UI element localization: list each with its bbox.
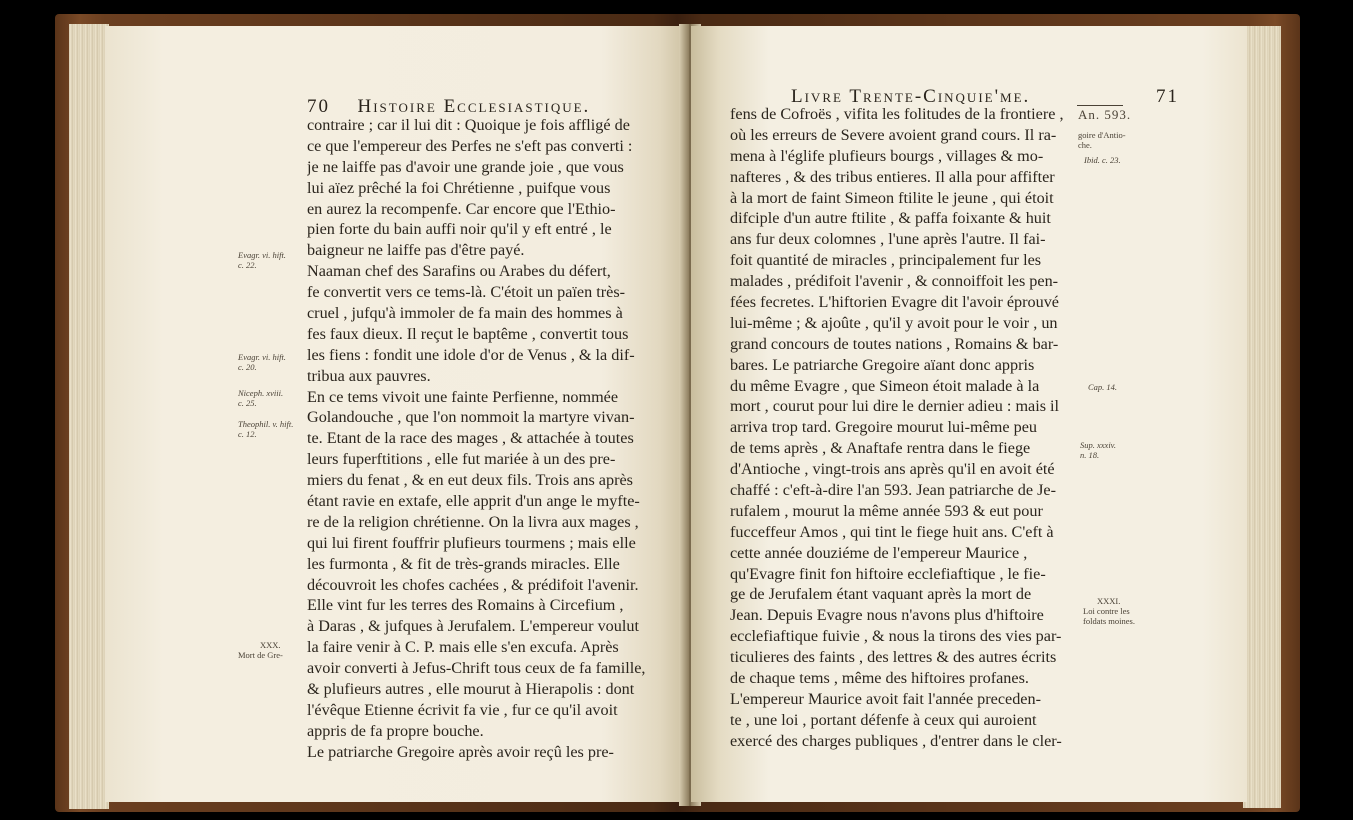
margin-note-line: Ibid. c. 23. xyxy=(1084,155,1121,165)
right-body-line: fées fecretes. L'hiftorien Evagre dit l'avoir éprouvé xyxy=(730,293,1059,312)
left-body-line: fe convertit vers ce tems-là. C'étoit un païen très- xyxy=(307,283,626,302)
right-body-line: fucceffeur Amos , qui tint le fiege huit ans. C'eft à xyxy=(730,522,1054,541)
margin-note-line: Mort de Gre- xyxy=(238,650,283,660)
left-body-line: Golandouche , que l'on nommoit la martyre vivan- xyxy=(307,408,635,427)
margin-note-line: Sup. xxxiv. xyxy=(1080,440,1116,450)
year-note: An. 593. xyxy=(1078,107,1132,122)
right-body-line: ecclefiaftique fuivie , & nous la tirons des vies par- xyxy=(730,627,1062,646)
left-body-line: la faire venir à C. P. mais elle s'en excufa. Après xyxy=(307,638,619,657)
margin-note-line: n. 18. xyxy=(1080,450,1100,460)
left-body-line: cruel , jufqu'à immoler de fa main des hommes à xyxy=(307,304,623,323)
margin-note-line: foldats moines. xyxy=(1083,616,1135,626)
right-body-line: mena à l'églife plufieurs bourgs , villages & mo- xyxy=(730,146,1044,165)
left-body-line: les furmonta , & fit de très-grands miracles. Elle xyxy=(307,554,620,573)
margin-note-line: c. 20. xyxy=(238,362,257,372)
margin-note-evagr-2 xyxy=(238,352,286,372)
left-body-line: ce que l'empereur des Perfes ne s'eft pas converti : xyxy=(307,136,633,155)
right-page-edges xyxy=(1243,26,1281,808)
left-page xyxy=(105,26,689,802)
left-body-line: étant ravie en extafe, elle apprit d'un ange le myfte- xyxy=(307,492,640,511)
right-body-line: te , une loi , portant défenfe à ceux qui auroient xyxy=(730,710,1037,729)
open-book xyxy=(55,14,1300,812)
left-body-line: tribua aux pauvres. xyxy=(307,366,431,385)
left-page-number: 70 xyxy=(307,96,330,117)
margin-note-sup xyxy=(1080,440,1116,460)
right-body-line: bares. Le patriarche Gregoire aïant donc appris xyxy=(730,355,1035,374)
right-body-line: Jean. Depuis Evagre nous n'avons plus d'hiftoire xyxy=(730,606,1044,625)
margin-note-line: Theophil. v. hift. xyxy=(238,419,294,429)
left-body-line: en aurez la recompenfe. Car encore que l'Ethio- xyxy=(307,199,616,218)
right-body-line: fens de Cofroës , vifita les folitudes de la frontiere , xyxy=(730,105,1064,123)
right-body-line: cette année douziéme de l'empereur Maurice , xyxy=(730,543,1028,562)
margin-note-line: Evagr. vi. hift. xyxy=(238,352,286,362)
right-body-line: à la mort de faint Simeon ftilite le jeune , qui étoit xyxy=(730,188,1054,207)
margin-note-line: XXXI. xyxy=(1097,596,1121,606)
left-body-line: miers du fenat , & en eut deux fils. Trois ans après xyxy=(307,471,633,490)
left-body-line: lui aïez prêché la foi Chrétienne , puifque vous xyxy=(307,178,611,197)
right-page xyxy=(691,26,1247,802)
margin-note-line: Evagr. vi. hift. xyxy=(238,250,286,260)
left-body-line: Naaman chef des Sarafins ou Arabes du défert, xyxy=(307,262,611,281)
right-body-line: rufalem , mourut la même année 593 & eut pour xyxy=(730,501,1043,520)
margin-note-theophil xyxy=(238,419,293,439)
right-body-line: du même Evagre , que Simeon étoit malade à la xyxy=(730,376,1040,395)
left-body-line: avoir converti à Jefus-Chrift tous ceux de fa famille, xyxy=(307,659,646,678)
left-body-line: Elle vint fur les terres des Romains à Circefium , xyxy=(307,596,624,615)
right-body-line: où les erreurs de Severe avoient grand cours. Il ra- xyxy=(730,125,1057,144)
left-body-line: contraire ; car il lui dit : Quoique je fois affligé de xyxy=(307,116,630,134)
right-body-line: ticulieres des faints , des lettres & des autres écrits xyxy=(730,648,1057,667)
left-body-line: pien forte du bain auffi noir qu'il y eft entré , le xyxy=(307,220,612,239)
margin-note-evagr-1 xyxy=(238,250,286,270)
right-body-line: de tems après , & Anaftafe rentra dans le fiege xyxy=(730,439,1031,458)
right-body-line: grand concours de toutes nations , Romains & bar- xyxy=(730,334,1059,353)
left-body-text xyxy=(307,115,691,763)
left-body-line: je ne laiffe pas d'avoir une grande joie , que vous xyxy=(307,157,624,176)
margin-note-line: XXX. xyxy=(260,640,281,650)
left-body-line: qui lui firent fouffrir plufieurs tourmens ; mais elle xyxy=(307,533,636,552)
margin-note-niceph xyxy=(238,388,283,408)
left-body-line: les fiens : fondit une idole d'or de Venus , & la dif- xyxy=(307,345,635,364)
right-body-line: L'empereur Maurice avoit fait l'année preceden- xyxy=(730,689,1041,708)
margin-note-line: Cap. 14. xyxy=(1088,382,1118,392)
right-body-line: difciple d'un autre ftilite , & paffa foixante & huit xyxy=(730,209,1051,228)
right-body-line: ge de Jerufalem étant vaquant après la mort de xyxy=(730,585,1032,604)
right-body-line: mort , courut pour lui dire le dernier adieu : mais il xyxy=(730,397,1060,416)
margin-note-line: goire d'Antio- xyxy=(1078,130,1126,140)
left-body-line: découvroit les chofes cachées , & prédifoit l'avenir. xyxy=(307,575,639,594)
year-rule xyxy=(1077,105,1123,106)
right-body-line: d'Antioche , vingt-trois ans après qu'il en avoit été xyxy=(730,460,1055,479)
left-body-line: l'évêque Etienne écrivit fa vie , fur ce qu'il avoit xyxy=(307,700,618,719)
left-running-head: Histoire Ecclesiastique. xyxy=(357,96,591,117)
right-body-line: lui-même ; & ajoûte , qu'il y avoit pour le voir , un xyxy=(730,313,1058,332)
left-page-edges xyxy=(69,24,109,809)
margin-note-line: Loi contre les xyxy=(1083,606,1130,616)
left-body-line: appris de fa propre bouche. xyxy=(307,721,484,740)
left-body-line: leurs fuperftitions , elle fut mariée à un des pre- xyxy=(307,450,616,469)
margin-note-cap xyxy=(1088,382,1117,392)
left-body-line: re de la religion chrétienne. On la livra aux mages , xyxy=(307,512,639,531)
margin-note-line: c. 22. xyxy=(238,260,257,270)
right-body-line: ans fur deux colomnes , l'une après l'autre. Il fai- xyxy=(730,230,1046,249)
left-body-line: fes faux dieux. Il reçut le baptême , convertit tous xyxy=(307,324,629,343)
left-body-line: à Daras , & jufques à Jerufalem. L'empereur voulut xyxy=(307,617,639,636)
right-page-number: 71 xyxy=(1156,86,1179,107)
right-body-line: foit quantité de miracles , principalement fur les xyxy=(730,251,1042,270)
left-body-line: En ce tems vivoit une fainte Perfienne, nommée xyxy=(307,387,619,406)
right-body-line: qu'Evagre finit fon hiftoire ecclefiaftique , le fie- xyxy=(730,564,1046,583)
margin-note-ibid xyxy=(1084,155,1121,165)
right-body-text xyxy=(730,104,1068,752)
margin-note-section-xxxi xyxy=(1083,596,1135,626)
margin-note-gregoire xyxy=(1078,130,1126,150)
left-body-line: baigneur ne laiffe pas d'être payé. xyxy=(307,241,525,260)
right-body-line: nafteres , & des tribus entieres. Il alla pour affifter xyxy=(730,167,1055,186)
margin-note-section-xxx xyxy=(238,640,283,660)
right-body-line: arriva trop tard. Gregoire mourut lui-même peu xyxy=(730,418,1038,437)
right-body-line: chaffé : c'eft-à-dire l'an 593. Jean patriarche de Je- xyxy=(730,481,1056,500)
margin-note-line: c. 25. xyxy=(238,398,257,408)
margin-note-line: c. 12. xyxy=(238,429,257,439)
left-body-line: te. Etant de la race des mages , & attachée à toutes xyxy=(307,429,634,448)
right-body-line: de chaque tems , même des hiftoires profanes. xyxy=(730,669,1029,688)
margin-note-line: che. xyxy=(1078,140,1092,150)
margin-note-line: Niceph. xviii. xyxy=(238,388,284,398)
right-body-line: exercé des charges publiques , d'entrer dans le cler- xyxy=(730,731,1062,750)
left-body-line: Le patriarche Gregoire après avoir reçû les pre- xyxy=(307,742,614,761)
left-body-line: & plufieurs autres , elle mourut à Hierapolis : dont xyxy=(307,680,635,699)
right-running-head: Livre Trente-Cinquie'me. xyxy=(791,86,1031,107)
right-body-line: malades , prédifoit l'avenir , & connoiffoit les pen- xyxy=(730,272,1059,291)
